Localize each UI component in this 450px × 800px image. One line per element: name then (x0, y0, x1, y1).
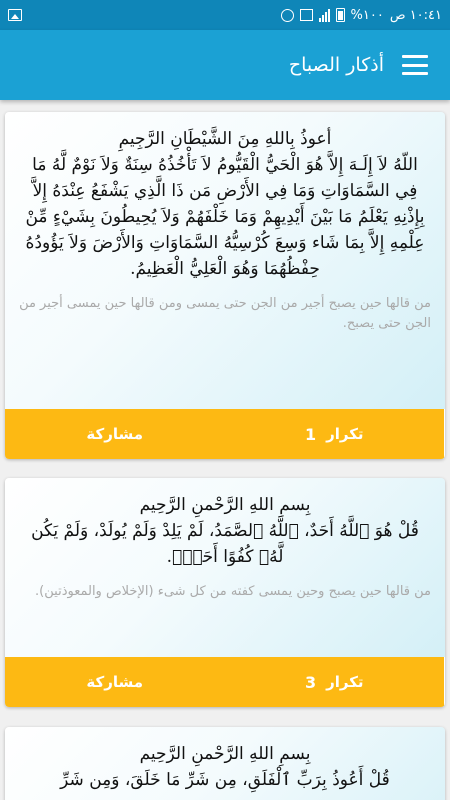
zikr-text: أعوذُ بِاللهِ مِنَ الشَّيْطَانِ الرَّجِيمِ اللّهُ لاَ إِلَـهَ إِلاَّ هُوَ الْحَيُّ الْقَيُّومُ لاَ تَأْخُذُهُ سِنَةٌ وَلاَ نَوْمٌ لَّهُ مَا فِي السَّمَاوَاتِ وَمَا فِي الأَرْضِ مَن ذَا الَّذِي يَشْفَعُ عِنْدَهُ إِلاَّ بِإِذْنِهِ يَعْلَمُ مَا بَيْنَ أَيْدِيهِمْ وَمَا خَلْفَهُمْ وَلاَ يُحِيطُونَ بِشَيْءٍ مِّنْ عِلْمِهِ إِلاَّ بِمَا شَاء وَسِعَ كُرْسِيُّهُ السَّمَاوَاتِ وَالأَرْضَ وَلاَ يَؤُودُهُ حِفْظُهُمَا وَهُوَ الْعَلِيُّ الْعَظِيمُ. (25, 129, 425, 279)
zikr-card (5, 727, 445, 800)
zikr-card (5, 478, 445, 707)
card-actions (5, 657, 445, 707)
battery-level: %١٠٠ (350, 7, 384, 23)
zikr-virtue-note: من قالها حين يصبح وحين يمسى كفته من كل شىء (الإخلاص والمعوذتين). (35, 584, 431, 599)
page-title: أذكار الصباح (288, 54, 384, 76)
data-saver-icon (300, 9, 313, 21)
app-bar (0, 30, 450, 100)
zikr-card (5, 112, 445, 459)
status-bar (0, 0, 450, 30)
repeat-count: 3 (304, 672, 317, 692)
battery-icon (336, 8, 345, 22)
share-button[interactable]: مشاركة (86, 673, 144, 691)
status-left (8, 9, 22, 21)
share-button[interactable]: مشاركة (86, 425, 144, 443)
zikr-text: بِسمِ اللهِ الرَّحْمنِ الرَّحِيم قُلْ هُوَ ٱللَّهُ أَحَدٌ، ٱللَّهُ ٱلصَّمَدُ، لَمْ يَلِدْ وَلَمْ يُولَدْ، وَلَمْ يَكُن لَّهُۥ كُفُوًا أَحَدٌۢ. (31, 495, 419, 567)
repeat-counter-button[interactable] (225, 657, 446, 707)
status-right (281, 8, 442, 23)
status-time: ١٠:٤١ ص (389, 7, 442, 23)
zikr-text: بِسمِ اللهِ الرَّحْمنِ الرَّحِيم قُلْ أَعُوذُ بِرَبِّ ٱلْفَلَقِ، مِن شَرِّ مَا خَلَقَ، وَمِن شَرِّ (60, 744, 390, 790)
repeat-label: تكرار (326, 425, 364, 443)
hamburger-menu-icon[interactable] (402, 55, 428, 75)
signal-icon (319, 9, 330, 22)
repeat-label: تكرار (326, 673, 364, 691)
zikr-virtue-note: من قالها حين يصبح أجير من الجن حتى يمسى ومن قالها حين يمسى أجير من الجن حتى يصبح. (19, 296, 431, 331)
repeat-counter-button[interactable] (225, 409, 446, 459)
alarm-icon (281, 9, 294, 22)
azkar-list[interactable] (0, 100, 450, 800)
repeat-count: 1 (304, 424, 317, 444)
card-actions (5, 409, 445, 459)
image-notification-icon (8, 9, 22, 21)
